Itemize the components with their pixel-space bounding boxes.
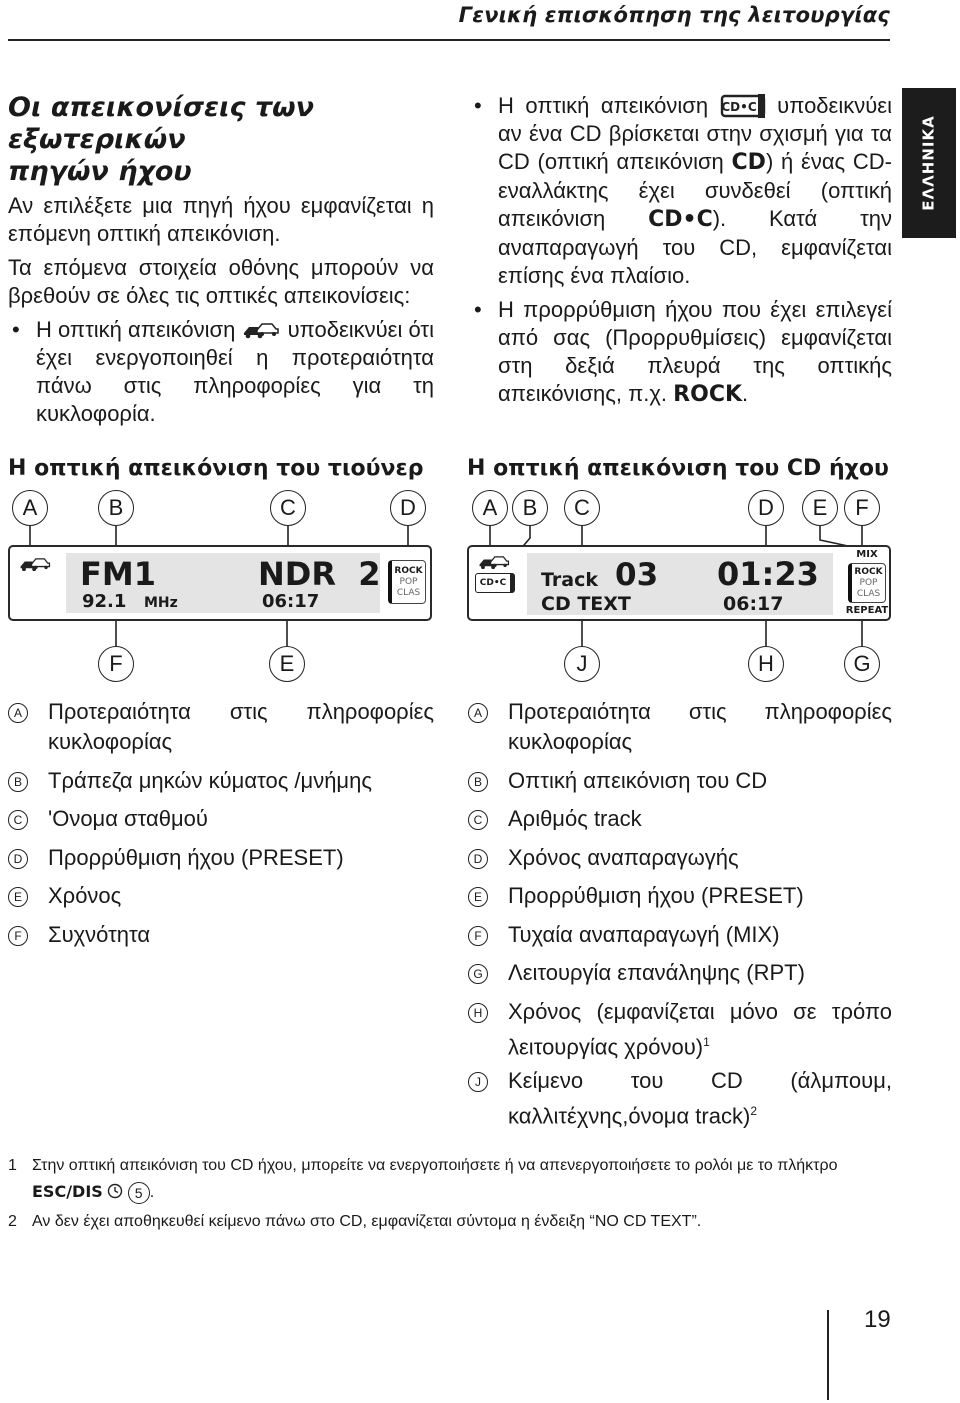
cd-legend-c-key: C [468, 810, 488, 830]
preset-bullet [470, 296, 892, 409]
cd-preset-pop: POP [859, 577, 878, 588]
cd-legend-b-text: Οπτική απεικόνιση του CD [508, 768, 768, 793]
cd-changer-icon [720, 93, 766, 119]
cd-callout-e: E [802, 490, 838, 526]
traffic-bullet-pre: Η οπτική απεικόνιση [36, 317, 236, 342]
cd-traffic-icon [477, 553, 511, 571]
page-number: 19 [864, 1306, 891, 1333]
tuner-unit: MHz [144, 595, 178, 611]
preset-bullet-rock: ROCK [673, 382, 743, 407]
cd-preset-rock: ROCK [854, 566, 883, 577]
cd-callout-f: F [844, 490, 880, 526]
footnote-2-text: Αν δεν έχει αποθηκευθεί κείμενο πάνω στο CD, εμφανίζεται σύντομα η ένδειξη “NO CD TEXT”. [32, 1213, 702, 1230]
tuner-frequency: 92.1 [82, 591, 127, 612]
footnote-1-end: . [149, 1184, 155, 1201]
cd-changer-display-icon: CD•C [475, 573, 515, 593]
cd-indicator-bullet [470, 92, 892, 290]
tuner-callout-d: D [390, 490, 426, 526]
tuner-legend-e-text: Χρόνος [48, 883, 122, 908]
cd-clock: 06:17 [723, 593, 784, 615]
cd-legend-c-text: Αριθμός track [508, 806, 642, 831]
cd-display [467, 545, 891, 621]
traffic-priority-icon [241, 320, 281, 340]
tuner-legend-a-key: A [8, 703, 28, 723]
footnote-1-button: 5 [128, 1182, 150, 1204]
cd-legend-j-body: Κείμενο του CD (άλμπουμ, καλλιτέχνης,όνομα track) [508, 1068, 892, 1129]
cd-preset-list [848, 563, 886, 603]
cd-track-number: 03 [615, 557, 659, 593]
tuner-callout-b: B [98, 490, 134, 526]
cd-legend-e-key: E [468, 887, 488, 907]
cd-legend-j-sup: 2 [750, 1104, 757, 1118]
footnote-2-number: 2 [8, 1213, 17, 1230]
cd-bullet-post: ). Κατά την αναπαραγωγή του CD, εμφανίζεται επίσης ένα πλαίσιο. [498, 206, 892, 288]
footnote-2 [8, 1209, 888, 1235]
tuner-band: FM1 [80, 555, 156, 593]
tuner-legend-e-key: E [8, 887, 28, 907]
cd-legend-b-key: B [468, 772, 488, 792]
cd-bullet-mid2: ) ή ένας CD- εναλλάκτης έχει συνδεθεί (οπτική απεικόνιση [498, 149, 892, 231]
page-number-rule [827, 1310, 829, 1400]
traffic-bullet-post: υποδεικνύει ότι έχει ενεργοποιηθεί η προτεραιότητα πάνω στις πληροφορίες για τη κυκλοφορία. [36, 317, 434, 426]
cd-heading: Η οπτική απεικόνιση του CD ήχου [467, 456, 889, 481]
cd-legend-g-key: G [468, 964, 488, 984]
tuner-legend-b-text: Τράπεζα μηκών κύματος /μνήμης [48, 768, 372, 793]
cd-callout-h: H [748, 646, 784, 682]
cd-legend-j-key: J [468, 1072, 488, 1092]
cd-legend-h-body: Χρόνος (εμφανίζεται μόνο σε τρόπο λειτουργίας χρόνου) [508, 999, 892, 1060]
cd-legend-d-key: D [468, 849, 488, 869]
cd-legend-h-key: H [468, 1003, 488, 1023]
cd-display-panel [527, 553, 833, 615]
tuner-heading: Η οπτική απεικόνιση του τιούνερ [8, 456, 424, 481]
tuner-station: NDR 2 [258, 555, 381, 593]
cd-legend-g-text: Λειτουργία επανάληψης (RPT) [508, 960, 805, 985]
cd-legend-a-text: Προτεραιότητα στις πληροφορίες κυκλοφορίας [508, 699, 892, 754]
traffic-bullet [8, 316, 434, 428]
section-heading-line1: Οι απεικονίσεις των εξωτερικών [8, 92, 315, 155]
tuner-callout-c: C [270, 490, 306, 526]
right-intro [470, 92, 892, 409]
tuner-display-panel [66, 553, 380, 613]
tuner-traffic-icon [18, 555, 52, 573]
tuner-legend-c-text: 'Ονομα σταθμού [48, 806, 208, 831]
cd-callout-c: C [564, 490, 600, 526]
svg-text:CD•C: CD•C [721, 100, 757, 114]
cd-text: CD TEXT [541, 593, 631, 615]
tuner-legend-f-text: Συχνότητα [48, 922, 151, 947]
cd-callout-g: G [844, 646, 880, 682]
cd-legend-f-key: F [468, 926, 488, 946]
tuner-callout-a: A [12, 490, 48, 526]
preset-bullet-pre: Η προρρύθμιση ήχου που έχει επιλεγεί από σας (Προρρυθμίσεις) εμφανίζεται στη δεξιά πλευρά της οπτικής απεικόνισης, π.χ. [498, 297, 892, 406]
intro-paragraph: Αν επιλέξετε μια πηγή ήχου εμφανίζεται η επόμενη οπτική απεικόνιση. [8, 193, 434, 246]
footnote-1-key: ESC/DIS [32, 1182, 103, 1201]
footnote-1-text: Στην οπτική απεικόνιση του CD ήχου, μπορείτε να ενεργοποιήσετε ή να απενεργοποιήσετε το ρολόι με το πλήκτρο [32, 1157, 838, 1174]
tuner-legend-a-text: Προτεραιότητα στις πληροφορίες κυκλοφορίας [48, 699, 434, 754]
cd-repeat-indicator: REPEAT [845, 605, 889, 616]
cd-bullet-pre: Η οπτική απεικόνιση [498, 93, 709, 118]
header-rule [8, 39, 890, 41]
tuner-preset-list [388, 560, 426, 604]
cd-play-time: 01:23 [717, 555, 819, 593]
section-heading [8, 92, 434, 188]
tuner-legend-f-key: F [8, 926, 28, 946]
tuner-legend-d-text: Προρρύθμιση ήχου (PRESET) [48, 845, 344, 870]
tuner-display [8, 545, 432, 621]
clock-icon [107, 1183, 123, 1199]
cd-legend-d-text: Χρόνος αναπαραγωγής [508, 845, 739, 870]
cd-bullet-cdc: CD•C [648, 207, 713, 232]
tuner-callout-e: E [269, 646, 305, 682]
elements-paragraph: Τα επόμενα στοιχεία οθόνης μπορούν να βρεθούν σε όλες τις οπτικές απεικονίσεις: [8, 255, 434, 308]
section-heading-line2: πηγών ήχου [8, 156, 192, 187]
cd-legend-h-text [508, 997, 892, 1062]
tuner-preset-pop: POP [399, 576, 418, 587]
cd-callout-d: D [748, 490, 784, 526]
cd-callout-j: J [564, 646, 600, 682]
cd-track-label: Track [541, 569, 598, 591]
cd-mix-indicator: MIX [856, 549, 878, 560]
footnote-1 [8, 1153, 888, 1206]
language-tab [902, 88, 956, 238]
cd-callout-a: A [472, 490, 508, 526]
tuner-legend-b-key: B [8, 772, 28, 792]
cd-bullet-cd: CD [731, 150, 766, 175]
cd-legend-f-text: Τυχαία αναπαραγωγή (MIX) [508, 922, 780, 947]
page-header-title: Γενική επισκόπηση της λειτουργίας [458, 3, 890, 27]
cd-callout-b: B [512, 490, 548, 526]
tuner-legend-d-key: D [8, 849, 28, 869]
cd-legend-j-text [508, 1066, 892, 1131]
tuner-callout-f: F [98, 646, 134, 682]
cd-legend-e-text: Προρρύθμιση ήχου (PRESET) [508, 883, 804, 908]
tuner-preset-clas: CLAS [396, 587, 421, 598]
tuner-preset-rock: ROCK [394, 565, 423, 576]
language-tab-label: ΕΛΛΗΝΙΚΑ [920, 115, 939, 211]
left-intro [8, 92, 434, 428]
tuner-legend-c-key: C [8, 810, 28, 830]
cd-legend-h-sup: 1 [703, 1035, 710, 1049]
cd-legend-a-key: A [468, 703, 488, 723]
preset-bullet-end: . [742, 381, 749, 406]
cd-bullet-mid1: υποδεικνύει αν ένα CD βρίσκεται στην σχισμή για τα CD (οπτική απεικόνιση [498, 93, 892, 174]
tuner-time: 06:17 [262, 591, 320, 612]
footnote-1-number: 1 [8, 1157, 17, 1174]
cd-preset-clas: CLAS [856, 588, 881, 599]
